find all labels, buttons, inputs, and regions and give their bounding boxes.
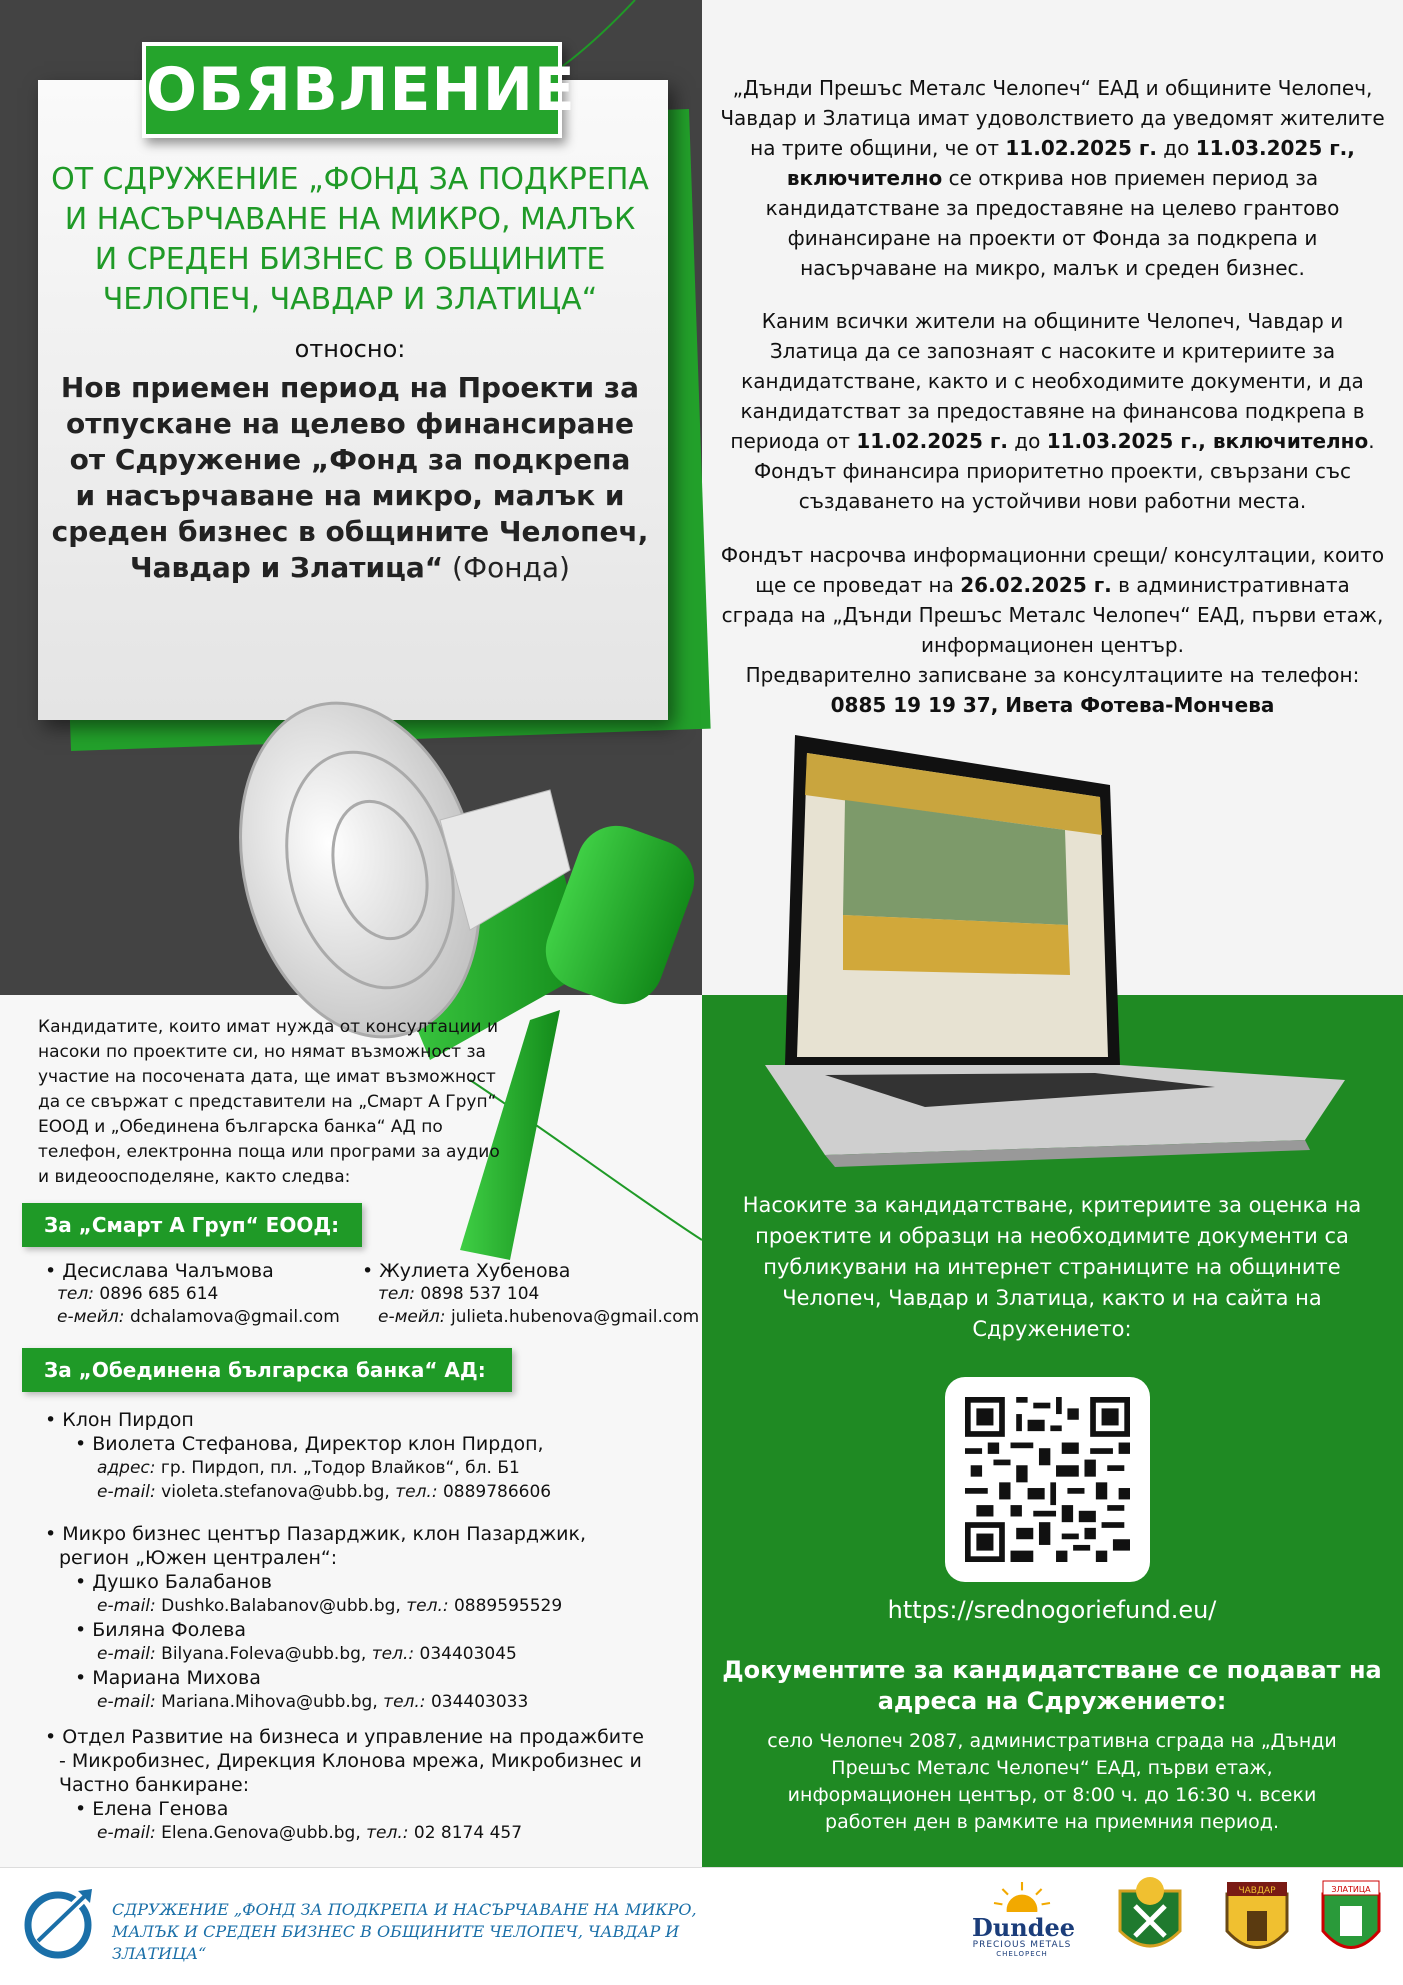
email-link[interactable]: violeta.stefanova@ubb.bg (161, 1482, 385, 1502)
email-link[interactable]: Dushko.Balabanov@ubb.bg (161, 1596, 396, 1616)
fund-logo-icon (20, 1883, 100, 1963)
email-link[interactable]: dchalamova@gmail.com (129, 1307, 340, 1327)
smart-group-header: За „Смарт А Груп“ ЕООД: (22, 1203, 362, 1247)
consultation-intro: Кандидатите, които имат нужда от консултации и насоки по проектите си, но нямат възможност за участие на посочената дата, ще имат възможност да се свържат с представители на „Смарт А Груп“ ЕООД и „Обединена българска банка“ АД по телефон, електронна поща или програми за аудио и видеоосподеляне, както следва: (38, 1017, 500, 1187)
intro-paragraph-3: Фондът насрочва информационни срещи/ консултации, които ще се проведат на 26.02.2025 г. в административната сграда на „Дънди Прешъс Металс Челопеч“ ЕАД, първи етаж, информационен център. Предварително записване за консултациите на телефон: 0885 19 19 37, Ивета Фотева-Мончева (720, 543, 1385, 717)
org-line: ЧЕЛОПЕЧ, ЧАВДАР И ЗЛАТИЦА“ (102, 282, 598, 317)
email-link[interactable]: julieta.hubenova@gmail.com (450, 1307, 700, 1327)
footer-org-name: СДРУЖЕНИЕ „ФОНД ЗА ПОДКРЕПА И НАСЪРЧАВАНЕ НА МИКРО, МАЛЪК И СРЕДЕН БИЗНЕС В ОБЩИНИТЕ ЧЕЛОПЕЧ, ЧАВДАР И ЗЛАТИЦА“ (112, 1900, 697, 1963)
regarding-label: относно: (294, 335, 406, 363)
intro-paragraph-1: „Дънди Прешъс Металс Челопеч“ ЕАД и общините Челопеч, Чавдар и Златица имат удоволствието да уведомят жителите на трите общини, че от 11.02.2025 г. до 11.03.2025 г., включително се открива нов приемен период за кандидатстване за предоставяне на целево грантово финансиране на проекти от Фонда за подкрепа и насърчаване на микро, малък и среден бизнес. (720, 76, 1385, 280)
website-link[interactable]: https://srednogoriefund.eu/ (887, 1596, 1217, 1624)
ubb-branch-pazardzhik: • Микро бизнес център Пазарджик, клон Пазарджик, регион „Южен централен“: • Душко Балабанов e-mail: Dushko.Balabanov@ubb.bg, тел.: 0889595529 • Биляна Фолева e-mail: Bilyana.Foleva@ubb.bg, тел.: 034403045 • Мариана Михова e-mail: Mariana.Mihova@ubb.bg, тел.: 034403033 (45, 1523, 587, 1712)
dundee-logo: Dundee PRECIOUS METALS CHELOPECH (972, 1880, 1072, 1968)
organization-title (50, 160, 650, 320)
contact-card: • Жулиета Хубенова тел: 0898 537 104 е-мейл: julieta.hubenova@gmail.com (362, 1260, 700, 1327)
email-link[interactable]: Bilyana.Foleva@ubb.bg (161, 1644, 361, 1664)
subject-heading (50, 370, 650, 586)
ubb-business-dept: • Отдел Развитие на бизнеса и управление на продажбите - Микробизнес, Дирекция Клонова мрежа, Микробизнес и Частно банкиране: • Елена Генова e-mail: Elena.Genova@ubb.bg, тел.: 02 8174 457 (45, 1726, 644, 1843)
email-link[interactable]: Elena.Genova@ubb.bg (161, 1823, 356, 1843)
qr-code-icon (965, 1397, 1130, 1562)
qr-code[interactable] (945, 1377, 1150, 1582)
subject-line: среден бизнес в общините Челопеч, (51, 515, 649, 548)
documents-heading: Документите за кандидатстване се подават на адреса на Сдружението: (722, 1656, 1382, 1715)
contact-card: • Десислава Чалъмова тел: 0896 685 614 е-мейл: dchalamova@gmail.com (45, 1260, 340, 1327)
svg-text:ЧАВДАР: ЧАВДАР (1238, 1886, 1276, 1896)
intro-paragraph-2: Каним всички жители на общините Челопеч, Чавдар и Златица да се запознаят с насоките и критериите за кандидатстване, както и с необходимите документи, и да кандидатстват за предоставяне на финансова подкрепа в периода от 11.02.2025 г. до 11.03.2025 г., включително. Фондът финансира приоритетно проекти, свързани със създаването на устойчиви нови работни места. (730, 309, 1375, 513)
subject-line (50, 550, 650, 586)
announcement-badge: ОБЯВЛЕНИЕ (142, 42, 562, 138)
subject-last-bold: Чавдар и Златица“ (130, 551, 444, 584)
org-line: И НАСЪРЧАВАНЕ НА МИКРО, МАЛЪК (64, 202, 636, 237)
svg-text:ЗЛАТИЦА: ЗЛАТИЦА (1331, 1885, 1371, 1894)
org-line: ОТ СДРУЖЕНИЕ „ФОНД ЗА ПОДКРЕПА (51, 162, 649, 197)
documents-address: село Челопеч 2087, административна сграда на „Дънди Прешъс Металс Челопеч“ ЕАД, първи етаж, информационен център, от 8:00 ч. до 16:30 ч. всеки работен ден в рамките на приемния период. (767, 1730, 1337, 1833)
subject-line: от Сдружение „Фонд за подкрепа (69, 443, 631, 476)
subject-line: Нов приемен период на Проекти за (60, 371, 640, 404)
subject-last-normal: (Фонда) (443, 551, 570, 584)
laptop-icon (765, 735, 1365, 1175)
chelopech-crest-icon (1110, 1876, 1190, 1966)
zlatitsa-crest-icon (1318, 1876, 1384, 1966)
subject-line: и насърчаване на микро, малък и (75, 479, 625, 512)
org-line: И СРЕДЕН БИЗНЕС В ОБЩИНИТЕ (94, 242, 606, 277)
ubb-branch-pirdop: • Клон Пирдоп • Виолета Стефанова, Директор клон Пирдоп, адрес: гр. Пирдоп, пл. „Тодор Влайков“, бл. Б1 e-mail: violeta.stefanova@ubb.bg, тел.: 0889786606 (45, 1409, 552, 1502)
chavdar-crest-icon (1222, 1876, 1292, 1966)
ubb-header: За „Обединена българска банка“ АД: (22, 1348, 512, 1392)
guidelines-text: Насоките за кандидатстване, критериите за оценка на проектите и образци на необходимите документи са публикувани на интернет страниците на общините Челопеч, Чавдар и Златица, както и на сайта на Сдружението: (742, 1193, 1362, 1341)
sun-icon (987, 1880, 1057, 1912)
subject-line: отпускане на целево финансиране (65, 407, 635, 440)
consultation-phone: 0885 19 19 37, Ивета Фотева-Мончева (830, 693, 1275, 717)
email-link[interactable]: Mariana.Mihova@ubb.bg (161, 1692, 373, 1712)
